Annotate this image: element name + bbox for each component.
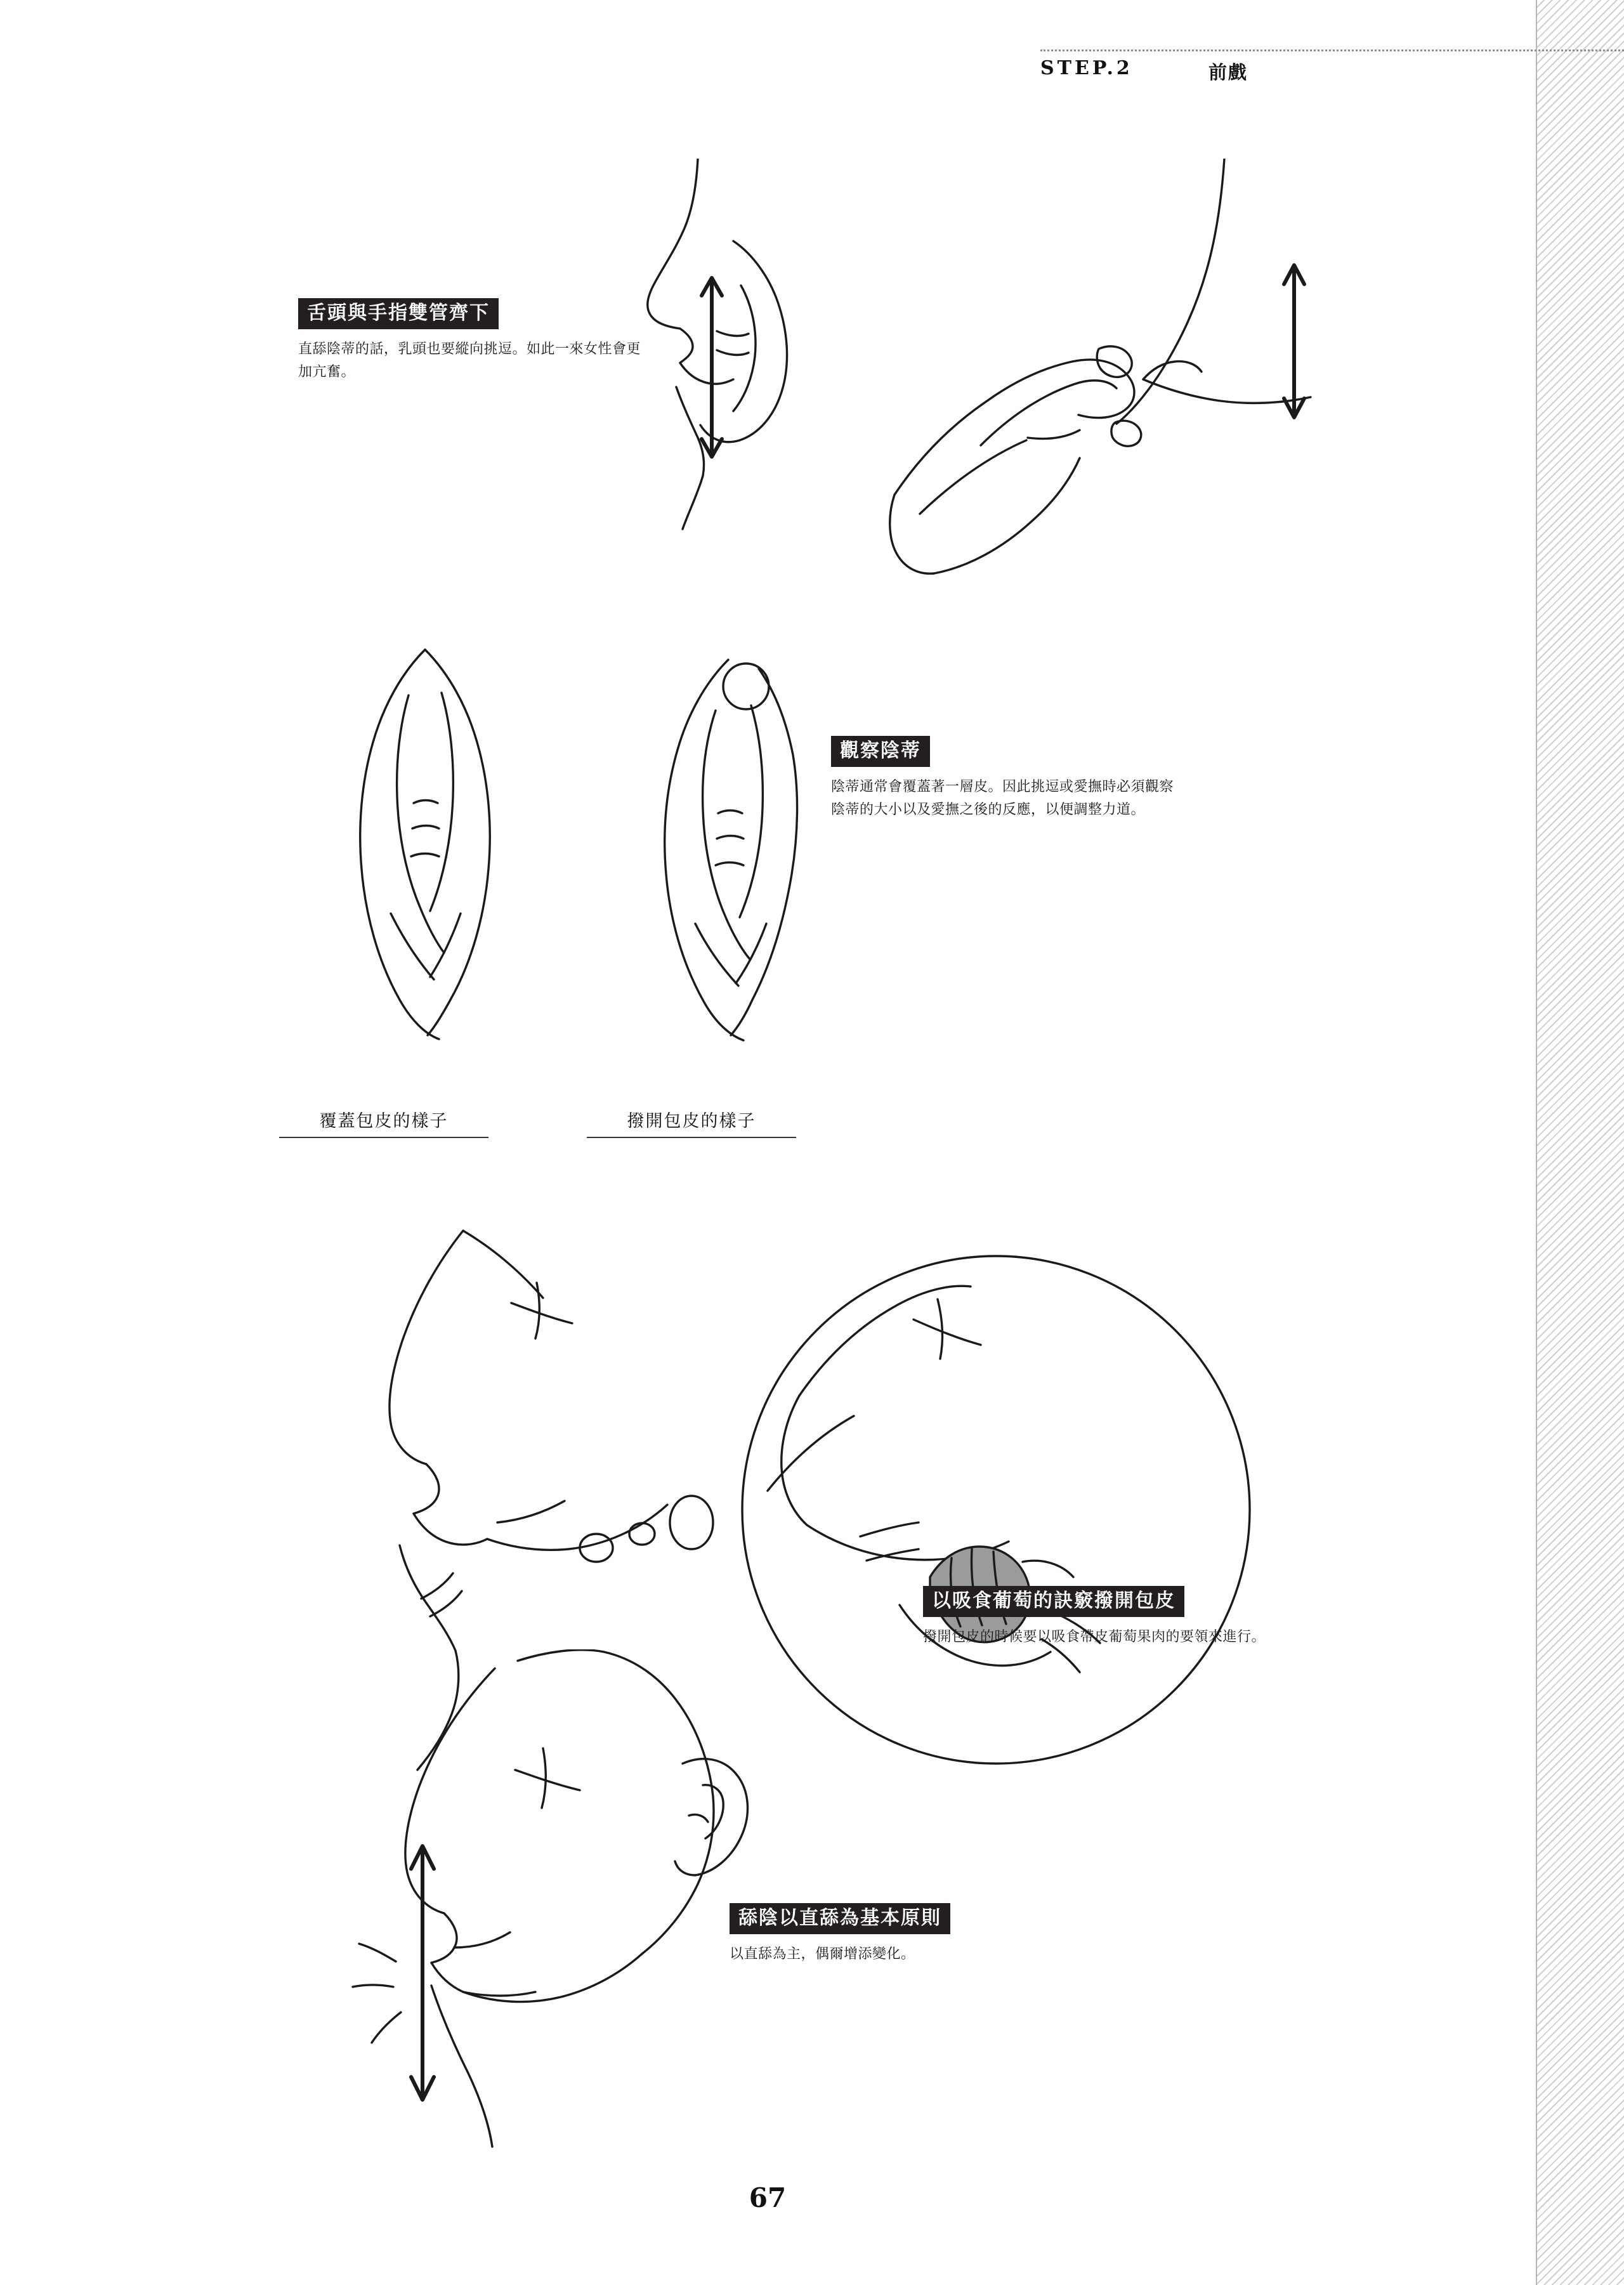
header-section-title: 前戲 [1208, 62, 1248, 83]
vulva-hooded-illustration [330, 641, 520, 1085]
callout-body-2: 陰蒂通常會覆蓋著一層皮。因此挑逗或愛撫時必須觀察陰蒂的大小以及愛撫之後的反應，以便調整力道。 [831, 779, 1174, 818]
figure-caption-exposed: 撥開包皮的樣子 [587, 1107, 796, 1138]
callout-body-3: 撥開包皮的時候要以吸食帶皮葡萄果肉的要領來進行。 [923, 1629, 1266, 1645]
page-header [1040, 57, 1535, 95]
hatched-margin-decoration [1536, 0, 1624, 2285]
callout-straight-licking [730, 1903, 1123, 1966]
callout-grape-technique [923, 1586, 1431, 1649]
callout-caption-4: 舔陰以直舔為基本原則 [730, 1903, 950, 1934]
header-dotted-rule [1040, 49, 1624, 51]
callout-caption-3: 以吸食葡萄的訣竅撥開包皮 [923, 1586, 1184, 1617]
callout-body-4: 以直舔為主，偶爾增添變化。 [730, 1946, 915, 1962]
page-number: 67 [749, 2182, 787, 2213]
callout-caption-1: 舌頭與手指雙管齊下 [298, 298, 499, 329]
header-step-label: STEP.2 [1040, 57, 1133, 79]
callout-caption-2: 觀察陰蒂 [831, 736, 930, 767]
figure-caption-hooded: 覆蓋包皮的樣子 [279, 1107, 488, 1138]
vulva-exposed-illustration [634, 641, 825, 1085]
callout-observe-clitoris [831, 736, 1212, 821]
tongue-and-finger-illustration [622, 159, 1415, 615]
callout-body-1: 直舔陰蒂的話，乳頭也要縱向挑逗。如此一來女性會更加亢奮。 [298, 341, 641, 380]
callout-tongue-and-finger [298, 298, 653, 383]
